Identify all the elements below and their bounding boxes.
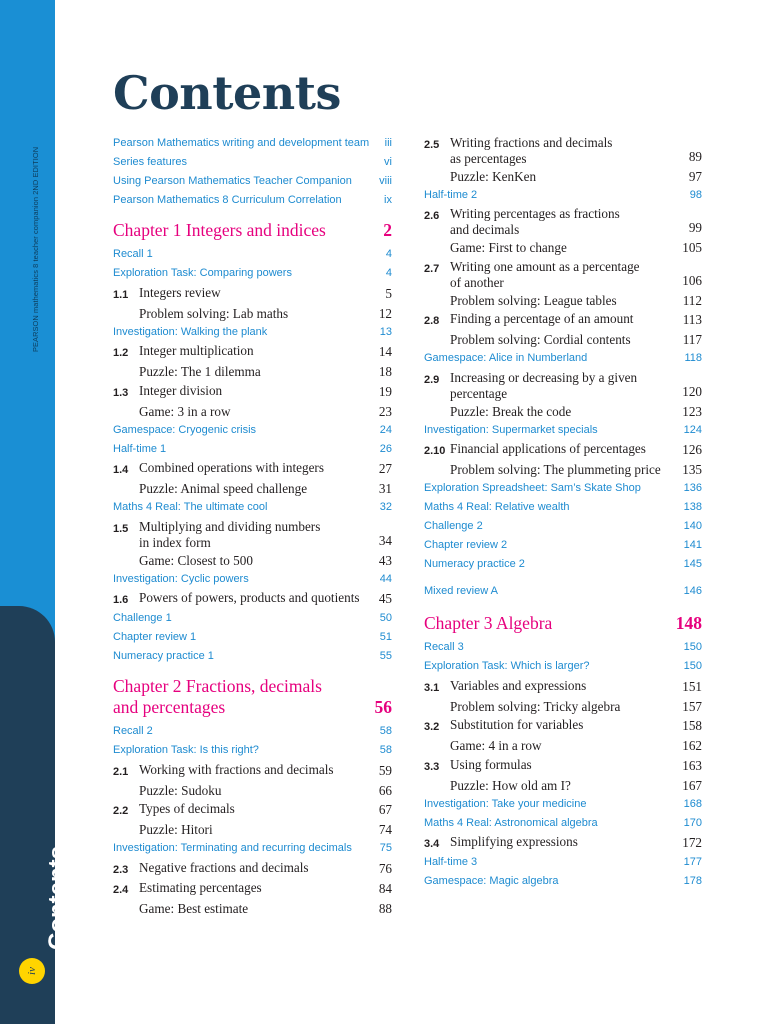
toc-section[interactable]: 2.3 Negative fractions and decimals 76 xyxy=(113,859,392,876)
toc-entry[interactable]: Maths 4 Real: The ultimate cool 32 xyxy=(113,501,392,513)
toc-entry[interactable]: Exploration Spreadsheet: Sam’s Skate Shop 136 xyxy=(424,482,702,494)
toc-entry[interactable]: Investigation: Cyclic powers 44 xyxy=(113,572,392,585)
toc-entry[interactable]: Series features vi xyxy=(113,156,392,168)
chapter-heading[interactable]: Chapter 2 Fractions, decimals xyxy=(113,676,322,696)
contents-column-left xyxy=(113,134,392,918)
chapter-heading[interactable]: Chapter 3 Algebra 148 xyxy=(424,613,702,633)
toc-entry[interactable]: Maths 4 Real: Relative wealth 138 xyxy=(424,501,702,513)
toc-entry[interactable]: Numeracy practice 2 145 xyxy=(424,558,702,570)
toc-section[interactable]: 2.6 Writing percentages as fractions and decimals 99 xyxy=(424,206,702,237)
toc-subentry[interactable]: Puzzle: Break the code 123 xyxy=(450,403,702,419)
toc-section[interactable]: 3.2 Substitution for variables 158 xyxy=(424,717,702,733)
chapter-heading-continued[interactable]: and percentages 56 xyxy=(113,697,392,717)
toc-section[interactable]: 3.1 Variables and expressions 151 xyxy=(424,677,702,694)
toc-entry[interactable]: Investigation: Terminating and recurring decimals 75 xyxy=(113,842,392,854)
toc-section[interactable]: 2.4 Estimating percentages 84 xyxy=(113,880,392,896)
toc-section[interactable]: 1.1 Integers review 5 xyxy=(113,284,392,301)
toc-section[interactable]: 1.5 Multiplying and dividing numbers in index form 34 xyxy=(113,518,392,550)
toc-section[interactable]: 3.4 Simplifying expressions 172 xyxy=(424,834,702,850)
toc-section[interactable]: 2.10 Financial applications of percentages 126 xyxy=(424,441,702,457)
page-title: Contents xyxy=(113,66,341,120)
page-number: iv xyxy=(25,967,38,975)
page-number-badge xyxy=(19,958,45,984)
toc-subentry[interactable]: Puzzle: Animal speed challenge 31 xyxy=(139,481,392,496)
toc-entry[interactable]: Half-time 1 26 xyxy=(113,442,392,455)
toc-entry[interactable]: Exploration Task: Comparing powers 4 xyxy=(113,267,392,279)
toc-subentry[interactable]: Puzzle: KenKen 97 xyxy=(450,168,702,184)
toc-entry[interactable]: Numeracy practice 1 55 xyxy=(113,650,392,662)
toc-entry[interactable]: Exploration Task: Is this right? 58 xyxy=(113,744,392,756)
toc-entry[interactable]: Pearson Mathematics writing and development team iii xyxy=(113,137,392,149)
toc-entry[interactable]: Exploration Task: Which is larger? 150 xyxy=(424,660,702,672)
toc-section[interactable]: 2.5 Writing fractions and decimals as percentages 89 xyxy=(424,134,702,166)
toc-section[interactable]: 1.2 Integer multiplication 14 xyxy=(113,343,392,359)
toc-entry[interactable]: Investigation: Take your medicine 168 xyxy=(424,797,702,810)
toc-entry[interactable]: Investigation: Supermarket specials 124 xyxy=(424,423,702,436)
chapter-heading[interactable]: Chapter 1 Integers and indices 2 xyxy=(113,220,392,240)
toc-subentry[interactable]: Puzzle: Hitori 74 xyxy=(139,822,392,837)
toc-subentry[interactable]: Problem solving: Tricky algebra 157 xyxy=(450,698,702,714)
toc-section[interactable]: 3.3 Using formulas 163 xyxy=(424,756,702,773)
toc-entry[interactable]: Recall 3 150 xyxy=(424,641,702,653)
toc-entry[interactable]: Half-time 3 177 xyxy=(424,856,702,868)
toc-entry[interactable]: Using Pearson Mathematics Teacher Companion viii xyxy=(113,175,392,187)
toc-subentry[interactable]: Puzzle: The 1 dilemma 18 xyxy=(139,364,392,379)
sidebar-tab-label: Contents xyxy=(44,846,71,950)
toc-entry[interactable]: Gamespace: Magic algebra 178 xyxy=(424,875,702,887)
toc-subentry[interactable]: Game: 4 in a row 162 xyxy=(450,738,702,753)
toc-entry[interactable]: Chapter review 1 51 xyxy=(113,631,392,643)
toc-section[interactable]: 1.6 Powers of powers, products and quotients 45 xyxy=(113,590,392,606)
toc-section[interactable]: 1.3 Integer division 19 xyxy=(113,382,392,399)
toc-entry[interactable]: Challenge 1 50 xyxy=(113,612,392,624)
toc-entry[interactable]: Recall 2 58 xyxy=(113,725,392,737)
toc-entry[interactable]: Pearson Mathematics 8 Curriculum Correlation ix xyxy=(113,194,392,206)
toc-entry[interactable]: Investigation: Walking the plank 13 xyxy=(113,325,392,338)
series-title: PEARSON mathematics 8 teacher companion 2ND EDITION xyxy=(31,146,40,352)
toc-section[interactable]: 2.9 Increasing or decreasing by a given percentage 120 xyxy=(424,369,702,401)
toc-entry[interactable]: Chapter review 2 141 xyxy=(424,539,702,551)
toc-subentry[interactable]: Problem solving: Lab maths 12 xyxy=(139,305,392,321)
toc-entry[interactable]: Maths 4 Real: Astronomical algebra 170 xyxy=(424,816,702,829)
toc-subentry[interactable]: Game: Closest to 500 43 xyxy=(139,552,392,568)
toc-subentry[interactable]: Game: First to change 105 xyxy=(450,240,702,255)
toc-entry[interactable]: Challenge 2 140 xyxy=(424,520,702,532)
toc-entry[interactable]: Mixed review A 146 xyxy=(424,585,702,597)
toc-section[interactable]: 2.7 Writing one amount as a percentage of another 106 xyxy=(424,258,702,290)
toc-subentry[interactable]: Game: Best estimate 88 xyxy=(139,901,392,916)
toc-entry[interactable]: Half-time 2 98 xyxy=(424,188,702,201)
toc-entry[interactable]: Gamespace: Cryogenic crisis 24 xyxy=(113,423,392,436)
toc-subentry[interactable]: Problem solving: League tables 112 xyxy=(450,292,702,308)
toc-entry[interactable]: Recall 1 4 xyxy=(113,248,392,260)
toc-subentry[interactable]: Puzzle: How old am I? 167 xyxy=(450,777,702,793)
toc-section[interactable]: 2.1 Working with fractions and decimals 59 xyxy=(113,761,392,778)
toc-subentry[interactable]: Game: 3 in a row 23 xyxy=(139,403,392,419)
toc-entry[interactable]: Gamespace: Alice in Numberland 118 xyxy=(424,352,702,364)
toc-subentry[interactable]: Problem solving: The plummeting price 135 xyxy=(450,462,702,477)
toc-subentry[interactable]: Puzzle: Sudoku 66 xyxy=(139,782,392,798)
toc-section[interactable]: 1.4 Combined operations with integers 27 xyxy=(113,460,392,476)
contents-column-right xyxy=(424,133,702,891)
toc-section[interactable]: 2.8 Finding a percentage of an amount 113 xyxy=(424,311,702,327)
toc-section[interactable]: 2.2 Types of decimals 67 xyxy=(113,801,392,817)
toc-subentry[interactable]: Problem solving: Cordial contents 117 xyxy=(450,332,702,347)
